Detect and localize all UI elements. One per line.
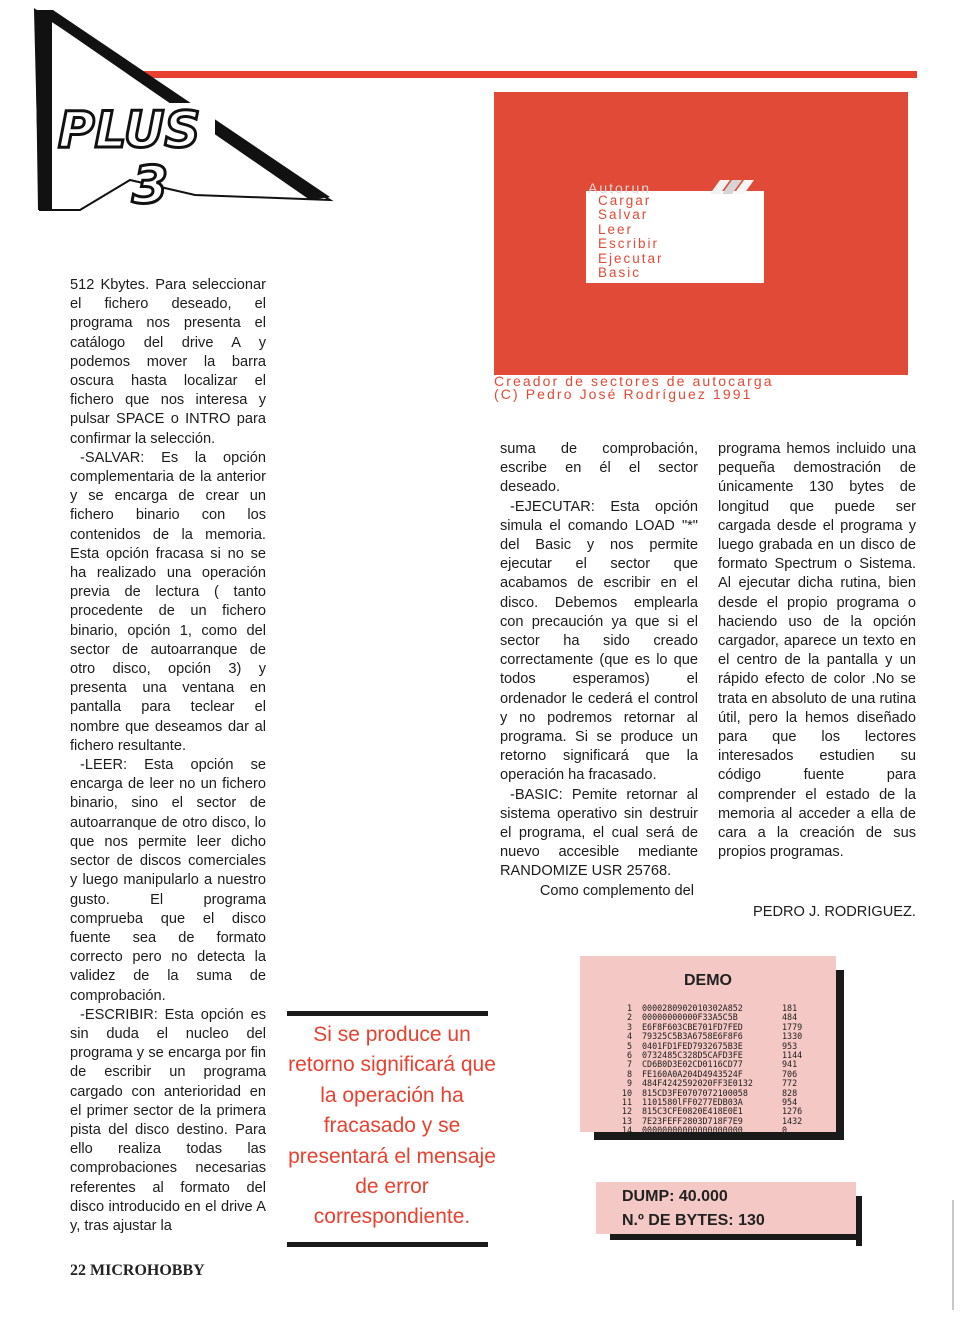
row-number: 12 (621, 1106, 632, 1117)
row-hex: 7E23FEFF2803D718F7E9 (642, 1115, 743, 1126)
row-hex: 0732485C328D5CAFD3FE (642, 1050, 743, 1061)
row-checksum: 954 (782, 1097, 798, 1108)
row-hex: E6F8F603CBE701FD7FED (642, 1021, 743, 1032)
row-checksum: 706 (782, 1068, 798, 1079)
row-hex: 1101580lFF0277EDB03A (642, 1097, 743, 1108)
row-hex: 0401FD1FED7932675B3E (642, 1040, 743, 1051)
rainbow-stripe (700, 180, 762, 194)
row-number: 13 (621, 1115, 632, 1126)
row-number: 8 (626, 1068, 632, 1079)
row-number: 4 (626, 1031, 632, 1042)
row-number: 7 (626, 1059, 632, 1070)
row-number: 14 (621, 1125, 632, 1136)
row-hex: 79325C5B3A6758E6F8F6 (642, 1031, 743, 1042)
menu-item-cargar: Cargar (598, 193, 652, 208)
row-number: 6 (626, 1050, 632, 1061)
row-checksum: 181 (782, 1003, 798, 1013)
logo-word: PLUS (58, 101, 201, 159)
demo-box-shadow (836, 970, 844, 1140)
quote-rule-bottom (287, 1242, 488, 1247)
row-number: 2 (626, 1012, 632, 1023)
paragraph: Como complemento del (539, 882, 694, 899)
paragraph: -EJECUTAR: Esta opción simula el comando LOAD "*" del Basic y nos permite ejecutar el sector que acabamos de escribir en el disco. Debemos emplearla con precaución ya que si el sector ha sido creado correctamente (que es lo que todos esperamos) el ordenador le cederá el control y no podremos retornar al programa. Si se produce un retorno significará que la operación ha fracasado. (500, 498, 698, 784)
row-checksum: 1276 (782, 1106, 803, 1117)
row-number: 1 (626, 1003, 632, 1013)
page-footer: 22 MICROHOBBY (70, 1262, 205, 1279)
menu-item-basic: Basic (598, 265, 642, 281)
article-column-2 (500, 440, 698, 901)
quote-rule-top (287, 1011, 488, 1016)
plus3-logo (30, 5, 350, 215)
row-checksum: 828 (782, 1087, 798, 1098)
byte-count: N.º DE BYTES: 130 (622, 1212, 765, 1229)
row-number: 5 (626, 1040, 632, 1051)
demo-title: DEMO (684, 972, 732, 989)
row-hex: 815C3CFE0820E418E0E1 (642, 1106, 743, 1117)
paragraph: -SALVAR: Es la opción complementaria de la anterior y se encarga de crear un fichero binario con los contenidos de la memoria. Esta opción fracasa si no se ha realizado una operación previa de lectura ( tanto procedente de un fichero binario, opción 1, como del sector de autoarranque de otro disco, opción 3) y presenta una ventana en pantalla para teclear el nombre que deseamos dar al fichero resultante. (70, 449, 266, 754)
paragraph: suma de comprobación, escribe en él el sector deseado. (500, 441, 698, 496)
demo-row (610, 1126, 802, 1135)
row-checksum: 0 (782, 1125, 788, 1136)
menu-item-ejecutar: Ejecutar (598, 250, 664, 266)
row-checksum: 953 (782, 1040, 798, 1051)
author-signature: PEDRO J. RODRIGUEZ. (753, 904, 916, 920)
row-hex: 815CD3FE0707072100058 (642, 1087, 748, 1098)
paragraph: -LEER: Esta opción se encarga de leer no un fichero binario, sino el sector de autoarranque de otro disco, lo que nos permite leer dicho sector de discos comerciales y luego manipularlo a nuestro gusto. El programa comprueba que el disco fuente sea de formato correcto pero no detecta la validez de la suma de comprobación. (70, 757, 266, 1004)
paragraph: 512 Kbytes. Para seleccionar el fichero deseado, el programa nos presenta el catálogo del drive A y podemos mover la barra oscura hasta localizar el fichero que nos interesa y pulsar SPACE o INTRO para confirmar la selección. (70, 277, 266, 447)
page-edge-line (952, 1200, 954, 1310)
menu-item-salvar: Salvar (598, 207, 649, 223)
paragraph: -ESCRIBIR: Esta opción es sin duda el nucleo del programa y se encarga por fin de escribir un programa cargado con anterioridad en el primer sector de la primera pista del disco destino. Para ello realiza todas las comprobaciones necesarias referentes al formato del disco introducido en el drive A y, tras ajustar la (70, 1006, 266, 1234)
screenshot-footer-line2: (C) Pedro José Rodríguez 1991 (494, 386, 753, 402)
row-hex: 0000280902010302A852 (642, 1003, 743, 1013)
row-hex: FE160A0A204D4943524F (642, 1068, 743, 1079)
article-column-1 (70, 276, 266, 1236)
article-column-3 (718, 440, 916, 862)
row-checksum: 941 (782, 1059, 798, 1070)
row-number: 9 (626, 1078, 632, 1089)
row-number: 10 (621, 1087, 632, 1098)
row-checksum: 1144 (782, 1050, 803, 1061)
row-checksum: 484 (782, 1012, 798, 1023)
row-number: 3 (626, 1021, 632, 1032)
menu-title: Autorun (588, 180, 652, 196)
pull-quote: Si se produce un retorno significará que la operación ha fracasado y se presentará el mensaje de error correspondiente. (288, 1023, 496, 1229)
row-checksum: 1330 (782, 1031, 803, 1042)
paragraph: -BASIC: Pemite retornar al sistema operativo sin destruir el programa, el cual será de nuevo accesible mediante RANDOMIZE USR 25768. (500, 786, 698, 880)
menu-item-leer: Leer (598, 221, 634, 237)
logo-number: 3 (132, 156, 169, 215)
dump-address: DUMP: 40.000 (622, 1188, 728, 1205)
row-hex: CD6B0D3E02CD0116CD77 (642, 1059, 743, 1070)
row-number: 11 (621, 1097, 632, 1108)
dump-box-shadow (610, 1234, 862, 1240)
menu-list (598, 194, 664, 280)
paragraph: programa hemos incluido una pequeña demostración de únicamente 130 bytes de longitud que puede ser cargada desde el programa y luego grabada en un disco de formato Spectrum o Sistema. Al ejecutar dicha rutina, bien desde el propio programa o haciendo uso de la opción cargador, aparece un texto en el centro de la pantalla y un rápido efecto de color .No se trata en absoluto de una rutina útil, pero la hemos diseñado para que los lectores interesados estudien su código fuente para comprender el estado de la memoria al acceder a ella de cara a la creación de sus propios programas. (718, 441, 916, 861)
row-hex: 00000000000F33A5C5B (642, 1012, 738, 1023)
row-hex: 00000000000000000000 (642, 1125, 743, 1136)
menu-item-escribir: Escribir (598, 236, 660, 252)
row-checksum: 1432 (782, 1115, 803, 1126)
demo-hex-table (610, 1004, 802, 1136)
row-hex: 484F4242592020FF3E0132 (642, 1078, 753, 1089)
screenshot-footer-line1: Creador de sectores de autocarga (494, 373, 774, 389)
row-checksum: 1779 (782, 1021, 803, 1032)
row-checksum: 772 (782, 1078, 798, 1089)
